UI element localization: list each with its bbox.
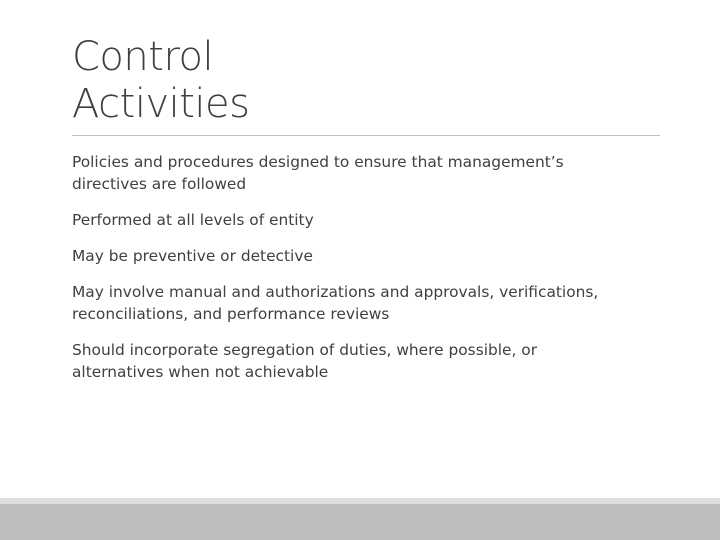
footer-band-dark bbox=[0, 504, 720, 540]
bullet-text-line: Policies and procedures designed to ensure that management’s bbox=[72, 153, 564, 171]
bullet-item-manual bbox=[72, 281, 657, 325]
bullet-text-line: directives are followed bbox=[72, 175, 247, 193]
bullet-text-line: May be preventive or detective bbox=[72, 247, 313, 265]
slide-title-line-1: Control bbox=[72, 34, 214, 80]
bullet-text-line: Should incorporate segregation of duties, where possible, or bbox=[72, 341, 538, 359]
title-divider bbox=[72, 135, 660, 136]
bullet-text-line: Performed at all levels of entity bbox=[72, 211, 314, 229]
bullet-item-policies bbox=[72, 151, 657, 195]
bullet-text-line: May involve manual and authorizations and approvals, verifications, bbox=[72, 283, 599, 301]
slide-title-line-2: Activities bbox=[72, 81, 250, 127]
bullet-list bbox=[72, 151, 657, 397]
bullet-item-preventive bbox=[72, 245, 657, 267]
slide-title bbox=[72, 34, 672, 128]
bullet-item-segregation bbox=[72, 339, 657, 383]
bullet-text-line: alternatives when not achievable bbox=[72, 363, 329, 381]
bullet-text-line: reconciliations, and performance reviews bbox=[72, 305, 390, 323]
bullet-item-levels bbox=[72, 209, 657, 231]
